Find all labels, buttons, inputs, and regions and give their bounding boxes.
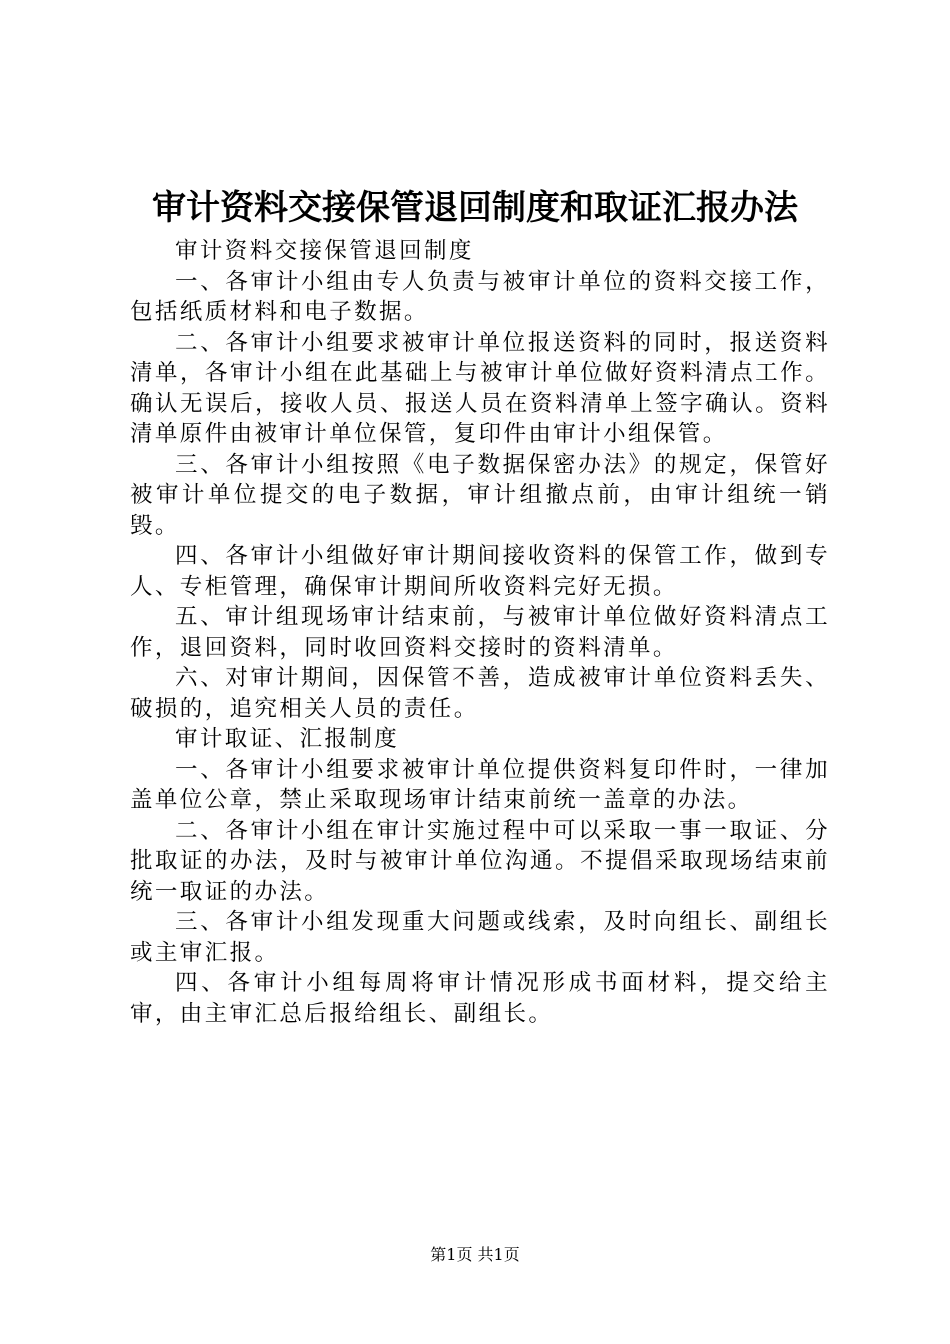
paragraph-handover-1: 一、各审计小组由专人负责与被审计单位的资料交接工作，包括纸质材料和电子数据。 xyxy=(130,268,830,325)
section-heading-handover: 审计资料交接保管退回制度 xyxy=(175,238,474,264)
paragraph-handover-6: 六、对审计期间，因保管不善，造成被审计单位资料丢失、破损的，追究相关人员的责任。 xyxy=(130,665,830,722)
paragraph-evidence-3: 三、各审计小组发现重大问题或线索，及时向组长、副组长或主审汇报。 xyxy=(130,909,830,966)
paragraph-handover-5: 五、审计组现场审计结束前，与被审计单位做好资料清点工作，退回资料，同时收回资料交接时的资料清单。 xyxy=(130,604,830,661)
page-footer: 第1页 共1页 xyxy=(430,1245,520,1264)
paragraph-evidence-4: 四、各审计小组每周将审计情况形成书面材料，提交给主审，由主审汇总后报给组长、副组长。 xyxy=(130,970,830,1027)
paragraph-handover-2: 二、各审计小组要求被审计单位报送资料的同时，报送资料清单，各审计小组在此基础上与被审计单位做好资料清点工作。确认无误后，接收人员、报送人员在资料清单上签字确认。资料清单原件由被审计单位保管，复印件由审计小组保管。 xyxy=(130,329,830,447)
paragraph-evidence-2: 二、各审计小组在审计实施过程中可以采取一事一取证、分批取证的办法，及时与被审计单位沟通。不提倡采取现场结束前统一取证的办法。 xyxy=(130,817,830,905)
section-heading-evidence: 审计取证、汇报制度 xyxy=(175,726,400,752)
document-body xyxy=(130,236,830,1029)
paragraph-handover-3: 三、各审计小组按照《电子数据保密办法》的规定，保管好被审计单位提交的电子数据，审计组撤点前，由审计组统一销毁。 xyxy=(130,451,830,539)
paragraph-evidence-1: 一、各审计小组要求被审计单位提供资料复印件时，一律加盖单位公章，禁止采取现场审计结束前统一盖章的办法。 xyxy=(130,756,830,813)
paragraph-handover-4: 四、各审计小组做好审计期间接收资料的保管工作，做到专人、专柜管理，确保审计期间所收资料完好无损。 xyxy=(130,543,830,600)
document-title: 审计资料交接保管退回制度和取证汇报办法 xyxy=(152,188,798,228)
